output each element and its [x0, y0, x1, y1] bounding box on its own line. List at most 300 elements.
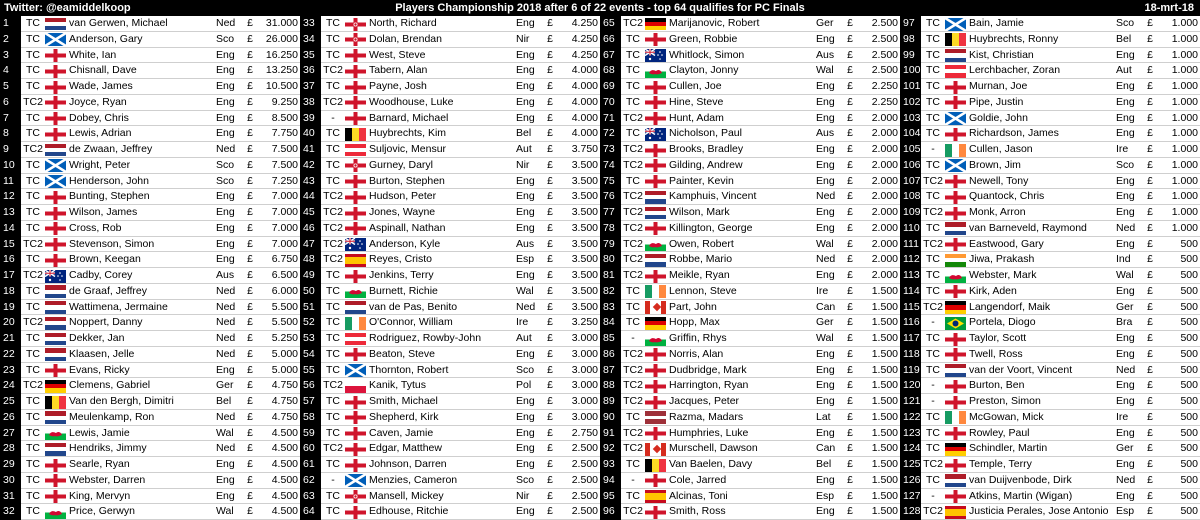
country-cell: Bel [515, 126, 543, 142]
player-name-cell: Kanik, Tytus [367, 378, 515, 394]
prize-money-cell: 5.000 [257, 363, 300, 379]
flag-eng-icon [645, 394, 667, 410]
country-cell: Aus [515, 237, 543, 253]
prize-money-cell: 4.000 [557, 79, 600, 95]
prize-money-cell: 7.000 [257, 205, 300, 221]
prize-money-cell: 5.500 [257, 300, 300, 316]
tour-card-cell: TC2 [921, 457, 945, 473]
prize-money-cell: 500 [1157, 489, 1200, 505]
tour-card-cell: TC2 [621, 394, 645, 410]
table-row [900, 174, 1200, 190]
rank-cell: 103 [900, 111, 921, 127]
table-row [600, 378, 900, 394]
country-cell: Nir [515, 32, 543, 48]
rank-cell: 25 [0, 394, 21, 410]
table-row [300, 189, 600, 205]
prize-money-cell: 500 [1157, 363, 1200, 379]
player-name-cell: Burnett, Richie [367, 284, 515, 300]
rank-cell: 126 [900, 473, 921, 489]
player-name-cell: Murnan, Joe [967, 79, 1115, 95]
player-name-cell: Green, Robbie [667, 32, 815, 48]
country-cell: Ned [515, 300, 543, 316]
table-row [300, 63, 600, 79]
currency-cell: £ [843, 315, 857, 331]
prize-money-cell: 2.000 [857, 158, 900, 174]
rank-cell: 116 [900, 315, 921, 331]
rank-cell: 90 [600, 410, 621, 426]
currency-cell: £ [1143, 441, 1157, 457]
rank-cell: 75 [600, 174, 621, 190]
flag-ger-icon [45, 378, 67, 394]
country-cell: Esp [1115, 504, 1143, 520]
country-cell: Sco [215, 32, 243, 48]
flag-bel-icon [45, 394, 67, 410]
prize-money-cell: 3.250 [557, 315, 600, 331]
rank-cell: 77 [600, 205, 621, 221]
flag-eng-icon [345, 189, 367, 205]
currency-cell: £ [1143, 410, 1157, 426]
player-name-cell: Reyes, Cristo [367, 252, 515, 268]
rank-cell: 91 [600, 426, 621, 442]
rank-cell: 32 [0, 504, 21, 520]
flag-eng-icon [945, 95, 967, 111]
rank-cell: 40 [300, 126, 321, 142]
currency-cell: £ [843, 394, 857, 410]
rank-cell: 5 [0, 79, 21, 95]
rank-cell: 47 [300, 237, 321, 253]
prize-money-cell: 8.500 [257, 111, 300, 127]
tour-card-cell: TC [321, 79, 345, 95]
player-name-cell: Nicholson, Paul [667, 126, 815, 142]
country-cell: Bel [815, 457, 843, 473]
currency-cell: £ [543, 473, 557, 489]
country-cell: Eng [1115, 394, 1143, 410]
country-cell: Eng [515, 79, 543, 95]
country-cell: Nir [515, 158, 543, 174]
flag-bel-icon [345, 126, 367, 142]
flag-eng-icon [45, 111, 67, 127]
prize-money-cell: 500 [1157, 284, 1200, 300]
rank-cell: 62 [300, 473, 321, 489]
player-name-cell: Killington, George [667, 221, 815, 237]
rank-cell: 64 [300, 504, 321, 520]
rank-cell: 87 [600, 363, 621, 379]
country-cell: Eng [1115, 331, 1143, 347]
tour-card-cell: TC2 [321, 205, 345, 221]
country-cell: Sco [515, 363, 543, 379]
country-cell: Eng [1115, 347, 1143, 363]
table-row [900, 16, 1200, 32]
player-name-cell: Woodhouse, Luke [367, 95, 515, 111]
rank-cell: 26 [0, 410, 21, 426]
player-name-cell: Dekker, Jan [67, 331, 215, 347]
rank-cell: 39 [300, 111, 321, 127]
table-row [900, 237, 1200, 253]
country-cell: Wal [515, 284, 543, 300]
player-name-cell: Robbe, Mario [667, 252, 815, 268]
currency-cell: £ [543, 237, 557, 253]
rank-cell: 106 [900, 158, 921, 174]
rank-cell: 112 [900, 252, 921, 268]
rank-cell: 42 [300, 158, 321, 174]
tour-card-cell: - [621, 473, 645, 489]
country-cell: Ned [815, 189, 843, 205]
currency-cell: £ [243, 410, 257, 426]
country-cell: Eng [1115, 189, 1143, 205]
flag-eng-icon [45, 95, 67, 111]
table-row [600, 394, 900, 410]
player-name-cell: Bunting, Stephen [67, 189, 215, 205]
tour-card-cell: TC [321, 142, 345, 158]
player-name-cell: Clayton, Jonny [667, 63, 815, 79]
prize-money-cell: 1.500 [857, 410, 900, 426]
prize-money-cell: 2.000 [857, 174, 900, 190]
flag-eng-icon [45, 489, 67, 505]
table-row [900, 441, 1200, 457]
rank-cell: 125 [900, 457, 921, 473]
flag-can-icon [645, 441, 667, 457]
country-cell: Wal [215, 504, 243, 520]
tour-card-cell: TC [621, 79, 645, 95]
player-name-cell: Taylor, Scott [967, 331, 1115, 347]
table-row [600, 111, 900, 127]
player-name-cell: Hendriks, Jimmy [67, 441, 215, 457]
player-name-cell: Brooks, Bradley [667, 142, 815, 158]
table-row [300, 237, 600, 253]
table-row [0, 126, 300, 142]
country-cell: Esp [515, 252, 543, 268]
currency-cell: £ [1143, 252, 1157, 268]
table-row [600, 32, 900, 48]
rank-cell: 85 [600, 331, 621, 347]
country-cell: Wal [815, 63, 843, 79]
table-row [0, 410, 300, 426]
tour-card-cell: - [621, 331, 645, 347]
prize-money-cell: 500 [1157, 347, 1200, 363]
prize-money-cell: 3.500 [557, 237, 600, 253]
currency-cell: £ [543, 158, 557, 174]
rank-cell: 111 [900, 237, 921, 253]
player-name-cell: Humphries, Luke [667, 426, 815, 442]
flag-aut-icon [345, 142, 367, 158]
prize-money-cell: 500 [1157, 252, 1200, 268]
country-cell: Eng [1115, 489, 1143, 505]
rank-cell: 18 [0, 284, 21, 300]
tour-card-cell: TC [21, 63, 45, 79]
flag-ned-icon [45, 300, 67, 316]
table-title: Players Championship 2018 after 6 of 22 events - top 64 qualifies for PC Finals [395, 2, 805, 14]
prize-money-cell: 1.000 [1157, 111, 1200, 127]
player-name-cell: Stevenson, Simon [67, 237, 215, 253]
currency-cell: £ [543, 315, 557, 331]
country-cell: Eng [215, 95, 243, 111]
currency-cell: £ [1143, 473, 1157, 489]
player-name-cell: Johnson, Darren [367, 457, 515, 473]
table-row [900, 32, 1200, 48]
prize-money-cell: 2.500 [557, 489, 600, 505]
prize-money-cell: 2.000 [857, 221, 900, 237]
player-name-cell: Caven, Jamie [367, 426, 515, 442]
country-cell: Ned [215, 331, 243, 347]
tour-card-cell: TC [321, 300, 345, 316]
currency-cell: £ [543, 189, 557, 205]
rank-cell: 88 [600, 378, 621, 394]
table-row [900, 347, 1200, 363]
table-row [300, 394, 600, 410]
player-name-cell: Brown, Jim [967, 158, 1115, 174]
flag-esp-icon [645, 489, 667, 505]
flag-eng-icon [45, 252, 67, 268]
player-name-cell: King, Mervyn [67, 489, 215, 505]
tour-card-cell: TC [921, 48, 945, 64]
table-row [0, 426, 300, 442]
flag-eng-icon [345, 221, 367, 237]
table-row [900, 426, 1200, 442]
flag-eng-icon [345, 426, 367, 442]
country-cell: Eng [215, 237, 243, 253]
country-cell: Bel [1115, 32, 1143, 48]
currency-cell: £ [543, 457, 557, 473]
rank-cell: 121 [900, 394, 921, 410]
table-row [0, 363, 300, 379]
player-name-cell: Goldie, John [967, 111, 1115, 127]
country-cell: Eng [1115, 111, 1143, 127]
table-row [600, 284, 900, 300]
ranking-column-3 [600, 16, 900, 520]
currency-cell: £ [1143, 363, 1157, 379]
tour-card-cell: TC [321, 268, 345, 284]
prize-money-cell: 1.000 [1157, 32, 1200, 48]
country-cell: Ire [515, 315, 543, 331]
flag-ned-icon [45, 16, 67, 32]
table-row [0, 174, 300, 190]
prize-money-cell: 1.500 [857, 489, 900, 505]
country-cell: Ned [215, 410, 243, 426]
rank-cell: 69 [600, 79, 621, 95]
country-cell: Ned [215, 16, 243, 32]
prize-money-cell: 500 [1157, 473, 1200, 489]
tour-card-cell: TC [321, 363, 345, 379]
flag-eng-icon [345, 457, 367, 473]
country-cell: Eng [815, 221, 843, 237]
currency-cell: £ [543, 504, 557, 520]
tour-card-cell: TC [621, 410, 645, 426]
rank-cell: 14 [0, 221, 21, 237]
tour-card-cell: TC [321, 331, 345, 347]
rank-cell: 57 [300, 394, 321, 410]
player-name-cell: Monk, Arron [967, 205, 1115, 221]
table-row [900, 63, 1200, 79]
player-name-cell: van Duijvenbode, Dirk [967, 473, 1115, 489]
rank-cell: 102 [900, 95, 921, 111]
prize-money-cell: 2.500 [857, 48, 900, 64]
player-name-cell: Huybrechts, Ronny [967, 32, 1115, 48]
rank-cell: 83 [600, 300, 621, 316]
prize-money-cell: 1.000 [1157, 221, 1200, 237]
tour-card-cell: TC [21, 347, 45, 363]
table-row [0, 158, 300, 174]
player-name-cell: de Zwaan, Jeffrey [67, 142, 215, 158]
table-row [900, 111, 1200, 127]
player-name-cell: Painter, Kevin [667, 174, 815, 190]
country-cell: Sco [215, 158, 243, 174]
country-cell: Ger [1115, 441, 1143, 457]
country-cell: Eng [815, 363, 843, 379]
table-row [300, 489, 600, 505]
country-cell: Eng [815, 268, 843, 284]
currency-cell: £ [843, 126, 857, 142]
tour-card-cell: TC2 [921, 174, 945, 190]
player-name-cell: Smith, Ross [667, 504, 815, 520]
country-cell: Ire [1115, 410, 1143, 426]
player-name-cell: Wade, James [67, 79, 215, 95]
currency-cell: £ [243, 331, 257, 347]
flag-eng-icon [645, 79, 667, 95]
player-name-cell: Hine, Steve [667, 95, 815, 111]
tour-card-cell: TC [321, 48, 345, 64]
rank-cell: 7 [0, 111, 21, 127]
rank-cell: 24 [0, 378, 21, 394]
tour-card-cell: TC [321, 16, 345, 32]
country-cell: Eng [515, 410, 543, 426]
flag-ned-icon [645, 189, 667, 205]
table-row [600, 79, 900, 95]
rank-cell: 66 [600, 32, 621, 48]
rank-cell: 95 [600, 489, 621, 505]
table-row [300, 473, 600, 489]
table-row [0, 32, 300, 48]
tour-card-cell: TC2 [621, 252, 645, 268]
rank-cell: 53 [300, 331, 321, 347]
tour-card-cell: TC [621, 95, 645, 111]
player-name-cell: Lennon, Steve [667, 284, 815, 300]
player-name-cell: Temple, Terry [967, 457, 1115, 473]
currency-cell: £ [543, 394, 557, 410]
player-name-cell: Cadby, Corey [67, 268, 215, 284]
tour-card-cell: TC [321, 347, 345, 363]
country-cell: Eng [515, 48, 543, 64]
tour-card-cell: TC2 [621, 205, 645, 221]
player-name-cell: Alcinas, Toni [667, 489, 815, 505]
prize-money-cell: 2.500 [857, 32, 900, 48]
table-row [900, 126, 1200, 142]
tour-card-cell: TC2 [621, 142, 645, 158]
rank-cell: 27 [0, 426, 21, 442]
tour-card-cell: TC [321, 410, 345, 426]
tour-card-cell: TC [21, 363, 45, 379]
player-name-cell: Hopp, Max [667, 315, 815, 331]
currency-cell: £ [243, 457, 257, 473]
prize-money-cell: 3.000 [557, 394, 600, 410]
prize-money-cell: 7.000 [257, 237, 300, 253]
rank-cell: 11 [0, 174, 21, 190]
player-name-cell: West, Steve [367, 48, 515, 64]
prize-money-cell: 16.250 [257, 48, 300, 64]
flag-eng-icon [345, 441, 367, 457]
prize-money-cell: 4.500 [257, 457, 300, 473]
currency-cell: £ [1143, 394, 1157, 410]
tour-card-cell: TC [621, 457, 645, 473]
table-row [600, 174, 900, 190]
country-cell: Eng [515, 441, 543, 457]
country-cell: Eng [215, 363, 243, 379]
prize-money-cell: 2.500 [557, 441, 600, 457]
table-row [300, 48, 600, 64]
player-name-cell: Cullen, Joe [667, 79, 815, 95]
prize-money-cell: 6.000 [257, 284, 300, 300]
flag-eng-icon [645, 158, 667, 174]
rank-cell: 58 [300, 410, 321, 426]
flag-sco-icon [945, 111, 967, 127]
tour-card-cell: TC [921, 189, 945, 205]
table-row [600, 441, 900, 457]
prize-money-cell: 31.000 [257, 16, 300, 32]
country-cell: Eng [215, 457, 243, 473]
currency-cell: £ [543, 111, 557, 127]
prize-money-cell: 3.500 [557, 174, 600, 190]
player-name-cell: Jones, Wayne [367, 205, 515, 221]
player-name-cell: Webster, Darren [67, 473, 215, 489]
table-row [0, 142, 300, 158]
player-name-cell: Hudson, Peter [367, 189, 515, 205]
currency-cell: £ [843, 410, 857, 426]
player-name-cell: van Gerwen, Michael [67, 16, 215, 32]
prize-money-cell: 4.000 [557, 111, 600, 127]
rank-cell: 22 [0, 347, 21, 363]
rank-cell: 44 [300, 189, 321, 205]
flag-eng-icon [945, 237, 967, 253]
table-row [300, 284, 600, 300]
player-name-cell: Dolan, Brendan [367, 32, 515, 48]
currency-cell: £ [543, 174, 557, 190]
table-row [0, 63, 300, 79]
prize-money-cell: 500 [1157, 268, 1200, 284]
tour-card-cell: TC [921, 95, 945, 111]
table-row [600, 331, 900, 347]
rank-cell: 108 [900, 189, 921, 205]
player-name-cell: Shepherd, Kirk [367, 410, 515, 426]
prize-money-cell: 4.500 [257, 426, 300, 442]
country-cell: Eng [1115, 48, 1143, 64]
currency-cell: £ [243, 252, 257, 268]
player-name-cell: Razma, Madars [667, 410, 815, 426]
currency-cell: £ [543, 95, 557, 111]
rank-cell: 71 [600, 111, 621, 127]
table-row [0, 16, 300, 32]
rank-cell: 67 [600, 48, 621, 64]
flag-eng-icon [945, 378, 967, 394]
table-date: 18-mrt-18 [1144, 2, 1194, 14]
currency-cell: £ [1143, 111, 1157, 127]
currency-cell: £ [843, 489, 857, 505]
flag-sco-icon [45, 158, 67, 174]
currency-cell: £ [243, 189, 257, 205]
table-row [0, 315, 300, 331]
prize-money-cell: 1.500 [857, 300, 900, 316]
tour-card-cell: TC [921, 79, 945, 95]
country-cell: Eng [515, 394, 543, 410]
prize-money-cell: 1.000 [1157, 48, 1200, 64]
prize-money-cell: 4.500 [257, 441, 300, 457]
player-name-cell: Hunt, Adam [667, 111, 815, 127]
currency-cell: £ [543, 32, 557, 48]
rank-cell: 128 [900, 504, 921, 520]
flag-eng-icon [945, 489, 967, 505]
tour-card-cell: TC [921, 363, 945, 379]
flag-eng-icon [945, 284, 967, 300]
flag-eng-icon [945, 174, 967, 190]
player-name-cell: Van den Bergh, Dimitri [67, 394, 215, 410]
